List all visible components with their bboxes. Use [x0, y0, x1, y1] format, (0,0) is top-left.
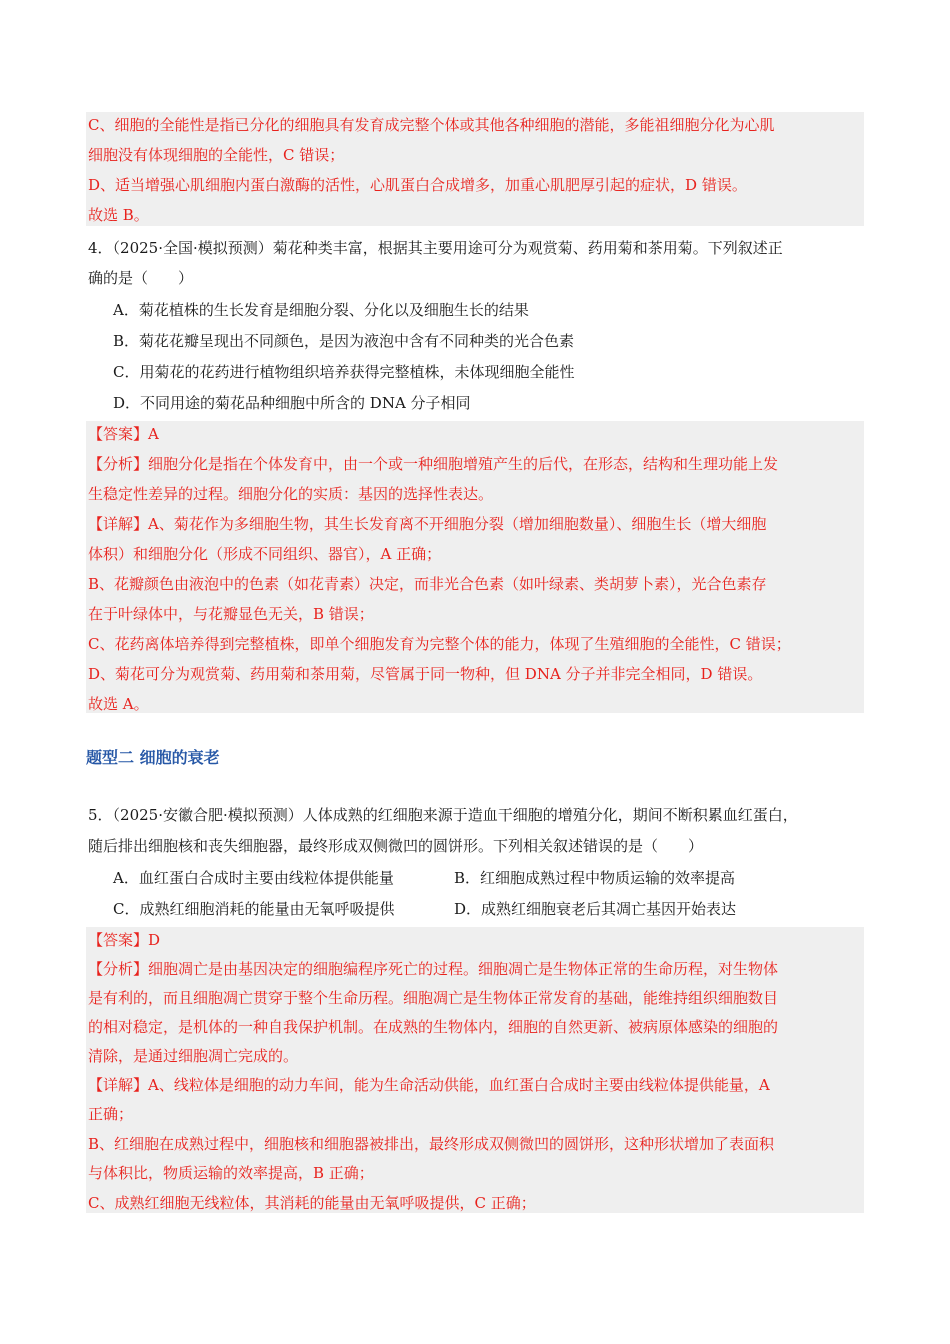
- q4-detail: B、花瓣颜色由液泡中的色素（如花青素）决定，而非光合色素（如叶绿素、类胡萝卜素），光合色素存: [88, 575, 767, 593]
- q5-detail: 与体积比，物质运输的效率提高，B 正确；: [88, 1164, 374, 1182]
- q4-stem: 4．（2025·全国·模拟预测）菊花种类丰富，根据其主要用途可分为观赏菊、药用菊和茶用菊。下列叙述正: [88, 239, 783, 257]
- q3-conclusion: 故选 B。: [88, 206, 149, 224]
- q4-detail: C、花药离体培养得到完整植株，即单个细胞发育为完整个体的能力，体现了生殖细胞的全能性，C 错误；: [88, 635, 791, 653]
- q5-analysis: 【分析】细胞凋亡是由基因决定的细胞编程序死亡的过程。细胞凋亡是生物体正常的生命历程，对生物体: [88, 960, 779, 978]
- q3-explanation-line: D、适当增强心肌细胞内蛋白激酶的活性，心肌蛋白合成增多，加重心肌肥厚引起的症状，D 错误。: [88, 176, 747, 194]
- q5-option-b: B．红细胞成熟过程中物质运输的效率提高: [454, 869, 736, 887]
- q4-stem: 确的是（ ）: [88, 269, 194, 287]
- q5-stem: 5．（2025·安徽合肥·模拟预测）人体成熟的红细胞来源于造血干细胞的增殖分化，期间不断积累血红蛋白，: [88, 806, 798, 824]
- q3-explanation-line: C、细胞的全能性是指已分化的细胞具有发育成完整个体或其他各种细胞的潜能，多能祖细胞分化为心肌: [88, 116, 775, 134]
- q4-option-c: C．用菊花的花药进行植物组织培养获得完整植株，未体现细胞全能性: [113, 363, 575, 381]
- q5-analysis: 清除，是通过细胞凋亡完成的。: [88, 1047, 299, 1065]
- q5-analysis: 是有利的，而且细胞凋亡贯穿于整个生命历程。细胞凋亡是生物体正常发育的基础，能维持组织细胞数目: [88, 989, 779, 1007]
- q5-stem: 随后排出细胞核和丧失细胞器，最终形成双侧微凹的圆饼形。下列相关叙述错误的是（ ）: [88, 837, 704, 855]
- q5-detail: 正确；: [88, 1105, 134, 1123]
- q5-answer: 【答案】D: [88, 931, 161, 949]
- q4-analysis: 【分析】细胞分化是指在个体发育中，由一个或一种细胞增殖产生的后代，在形态，结构和生理功能上发: [88, 455, 779, 473]
- q4-detail: 【详解】A、菊花作为多细胞生物，其生长发育离不开细胞分裂（增加细胞数量）、细胞生长（增大细胞: [88, 515, 767, 533]
- q4-detail: D、菊花可分为观赏菊、药用菊和茶用菊，尽管属于同一物种，但 DNA 分子并非完全相同，D 错误。: [88, 665, 763, 683]
- section-heading: 题型二 细胞的衰老: [86, 748, 220, 767]
- q5-detail: C、成熟红细胞无线粒体，其消耗的能量由无氧呼吸提供，C 正确；: [88, 1194, 536, 1212]
- q4-analysis: 生稳定性差异的过程。细胞分化的实质：基因的选择性表达。: [88, 485, 494, 503]
- q3-explanation-line: 细胞没有体现细胞的全能性，C 错误；: [88, 146, 345, 164]
- q5-option-c: C．成熟红细胞消耗的能量由无氧呼吸提供: [113, 900, 395, 918]
- q4-conclusion: 故选 A。: [88, 695, 149, 713]
- q4-option-b: B．菊花花瓣呈现出不同颜色，是因为液泡中含有不同种类的光合色素: [113, 332, 575, 350]
- q4-detail: 体积）和细胞分化（形成不同组织、器官），A 正确；: [88, 545, 442, 563]
- q5-analysis: 的相对稳定，是机体的一种自我保护机制。在成熟的生物体内，细胞的自然更新、被病原体感染的细胞的: [88, 1018, 779, 1036]
- q5-detail: B、红细胞在成熟过程中，细胞核和细胞器被排出，最终形成双侧微凹的圆饼形，这种形状增加了表面积: [88, 1135, 775, 1153]
- q5-option-d: D．成熟红细胞衰老后其凋亡基因开始表达: [454, 900, 737, 918]
- q4-option-d: D．不同用途的菊花品种细胞中所含的 DNA 分子相同: [113, 394, 471, 412]
- q5-detail: 【详解】A、线粒体是细胞的动力车间，能为生命活动供能，血红蛋白合成时主要由线粒体提供能量，A: [88, 1076, 770, 1094]
- q4-option-a: A．菊花植株的生长发育是细胞分裂、分化以及细胞生长的结果: [113, 301, 529, 319]
- q4-answer: 【答案】A: [88, 425, 159, 443]
- q5-option-a: A．血红蛋白合成时主要由线粒体提供能量: [113, 869, 394, 887]
- q4-detail: 在于叶绿体中，与花瓣显色无关，B 错误；: [88, 605, 374, 623]
